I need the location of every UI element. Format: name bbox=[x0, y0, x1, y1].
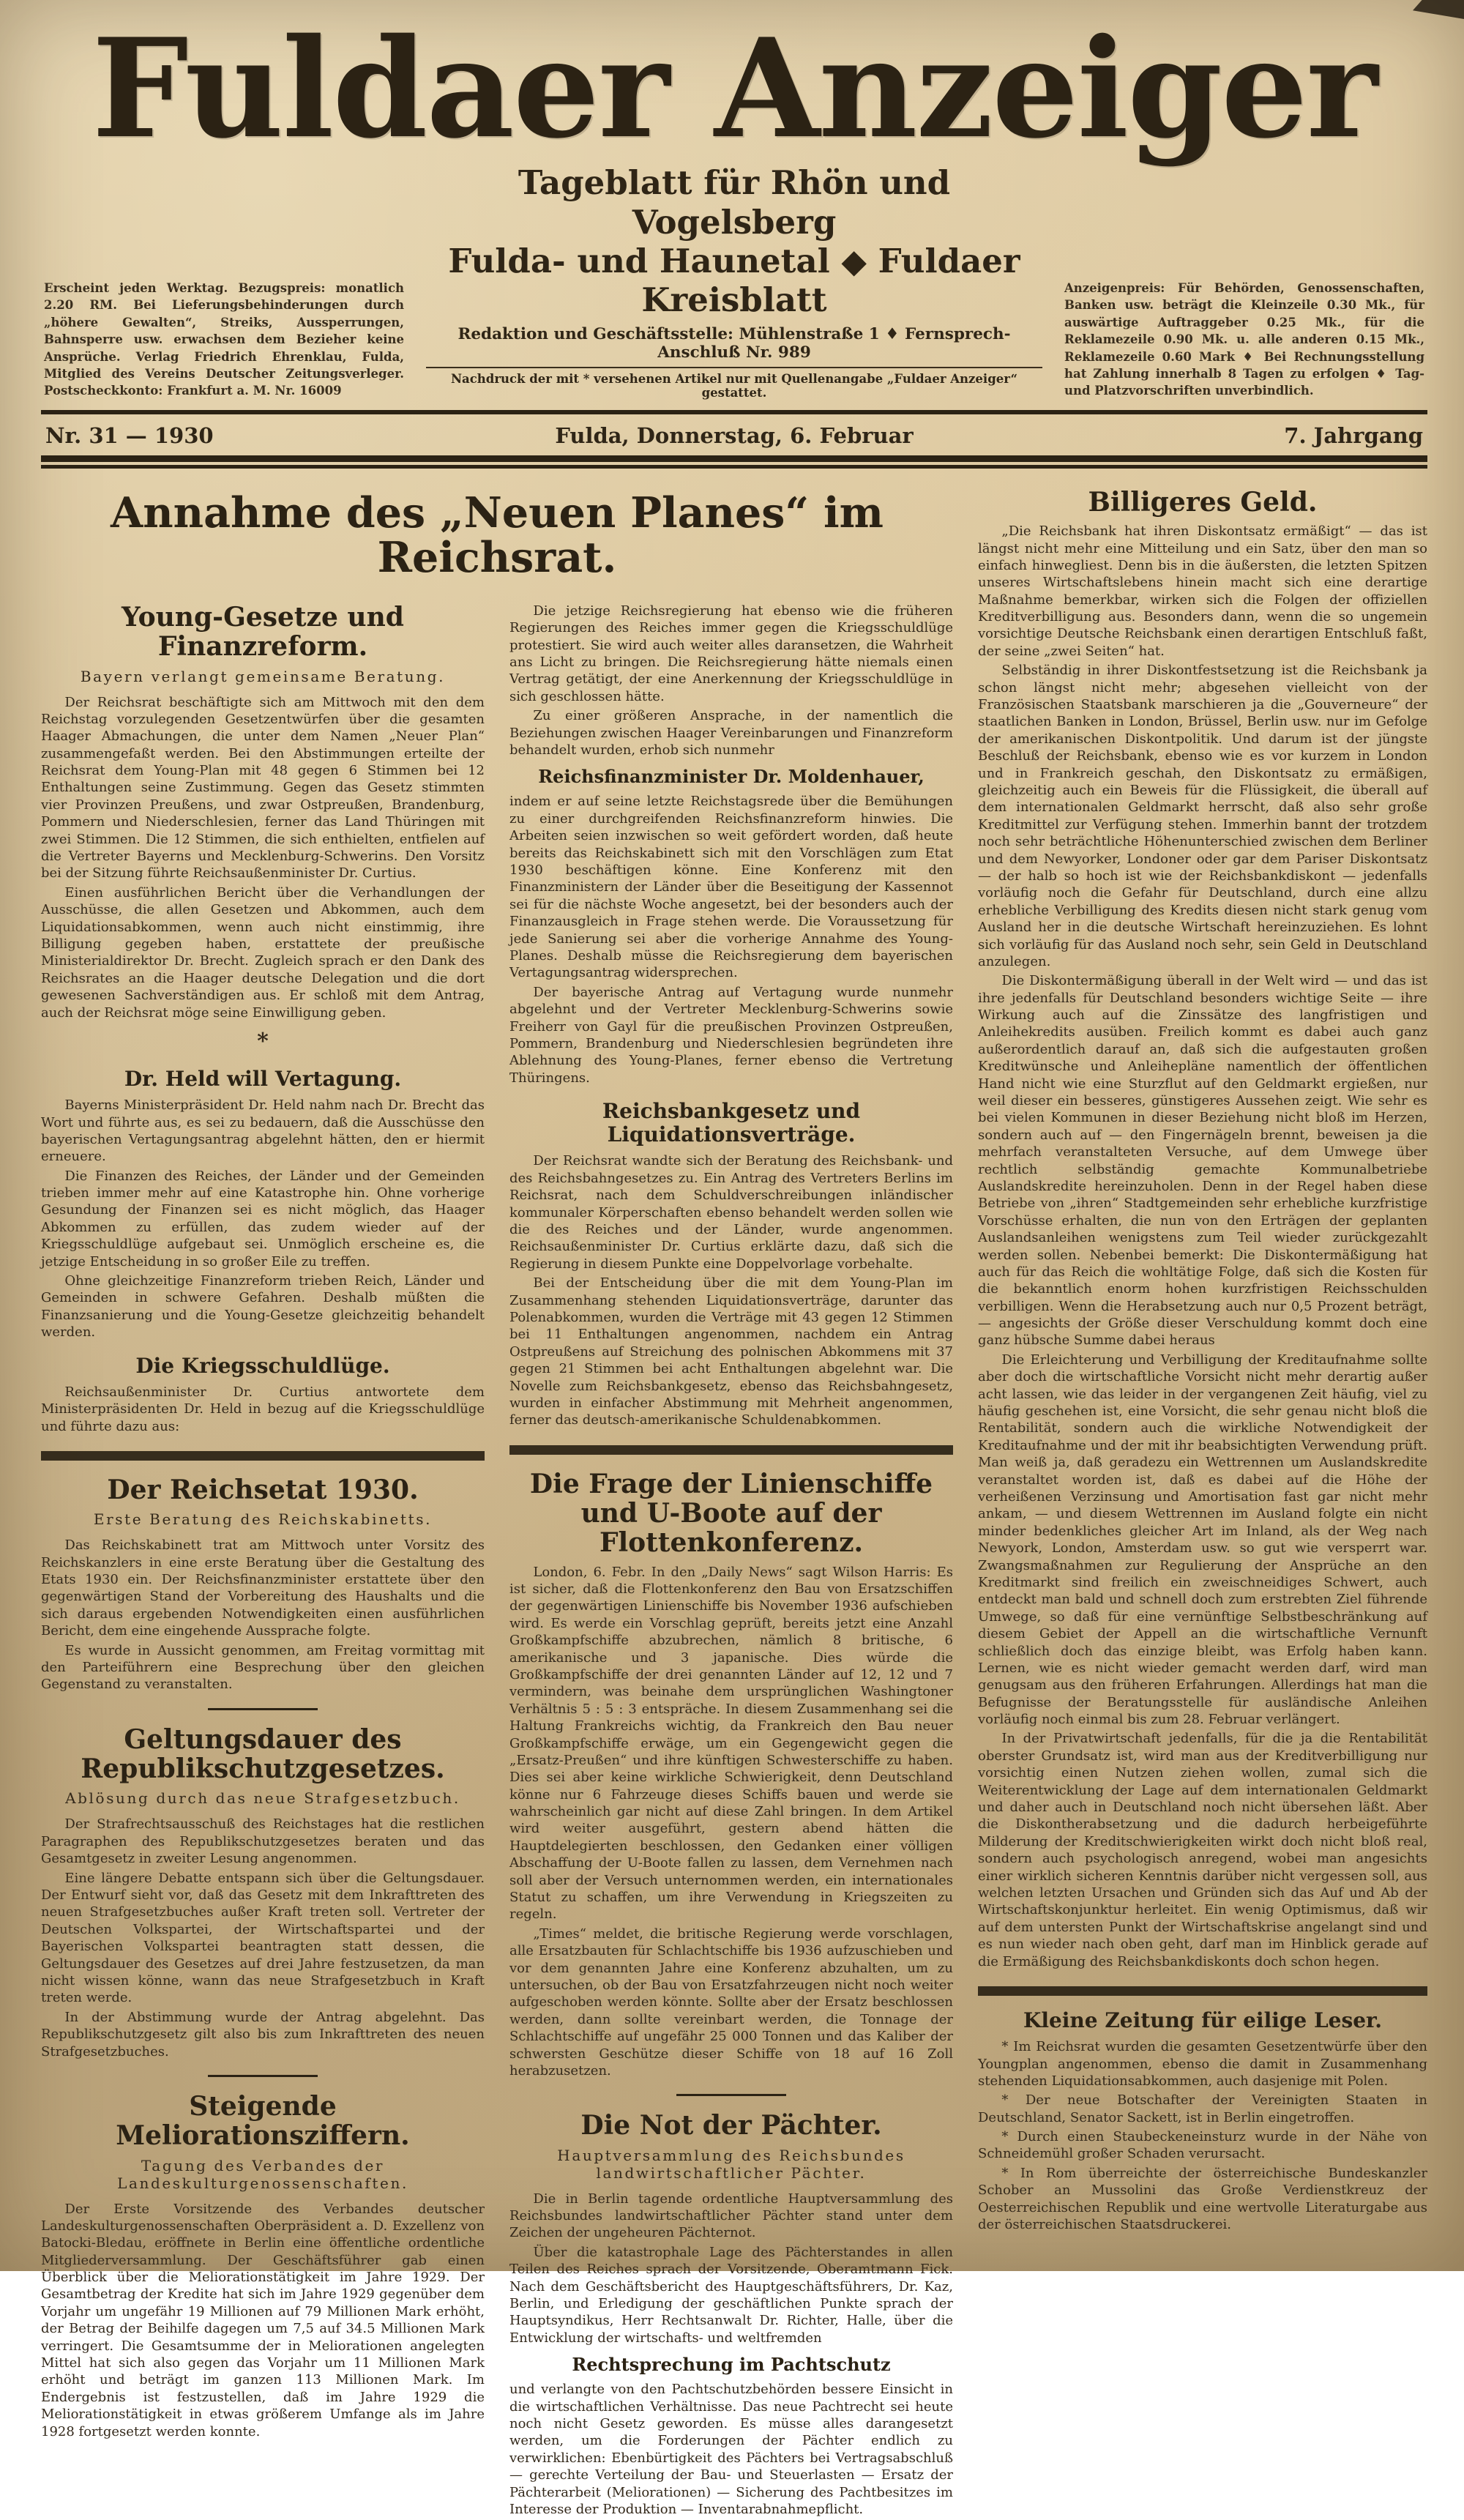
article-subheading: Dr. Held will Vertagung. bbox=[124, 1066, 402, 1091]
article-paragraph: In der Abstimmung wurde der Antrag abgelehnt. Das Republikschutzgesetz gilt also bis zum Inkrafttreten des neuen Strafgesetzbuches. bbox=[41, 2009, 485, 2059]
article-subheading: Reichsbankgesetz und Liquidationsverträge. bbox=[602, 1099, 861, 1147]
article-paragraph: Der Reichsrat wandte sich der Beratung des Reichsbank- und des Reichsbahngesetzes zu. Ein Antrag des Vertreters Berlins im Reichsrat, nach dem Schuldverschreibungen inländischer kommunaler Körperschaften ebenso behandelt werden sollen wie die des Reiches und der Länder, wurde angenommen. Reichsaußenminister Dr. Curtius erklärte dazu, daß sich die Regierung in diesem Punkte eine Doppelvorlage vorbehalte. bbox=[509, 1153, 953, 1272]
article-heading: Young-Gesetze und Finanzreform. bbox=[122, 601, 404, 663]
article-paragraph: indem er auf seine letzte Reichstagsrede über die Bemühungen zu einer durchgreifenden Reichsfinanzreform hinwies. Die Arbeiten seien inzwischen so weit gefördert worden, daß heute bereits das Reichskabinett sich mit den Vorschlägen zum Etat 1930 beschäftigen könne. Eine Konferenz mit den Finanzministern der Länder über die Beseitigung der Kassennot sei für die nächste Woche angesetzt, bei der besonders auch der Finanzausgleich in Frage stehen werde. Die Voraussetzung für jede Sanierung sei aber die vorherige Annahme des Young-Planes. Deshalb müsse die Reichsregierung dem bayerischen Vertagungsantrag widersprechen. bbox=[509, 794, 953, 981]
article-paragraph: * Der neue Botschafter der Vereinigten Staaten in Deutschland, Senator Sackett, ist in Berlin eingetroffen. bbox=[978, 2092, 1427, 2125]
article-heading: Geltungsdauer des Republikschutzgesetzes. bbox=[81, 1723, 445, 1785]
article-paragraph: Die jetzige Reichsregierung hat ebenso wie die früheren Regierungen des Reiches immer gegen die Kriegsschuldlüge protestiert. Sie wird auch weiter alles daransetzen, die Wahrheit ans Licht zu bringen. Die Reichsregierung hätte niemals einen Vertrag getätigt, der eine Anerkennung der Kriegsschuldlüge in sich geschlossen hätte. bbox=[509, 603, 953, 704]
article-deck: Erste Beratung des Reichskabinetts. bbox=[93, 1510, 433, 1529]
article-heading: Steigende Meliorationsziffern. bbox=[116, 2090, 410, 2152]
article-subheading: Kleine Zeitung für eilige Leser. bbox=[1023, 2008, 1382, 2032]
main-headline: Annahme des „Neuen Planes“ im Reichsrat. bbox=[111, 488, 884, 583]
article-paragraph: Die in Berlin tagende ordentliche Hauptversammlung des Reichsbundes landwirtschaftlicher Pächter stand unter dem Zeichen der ungeheuren Pächternot. bbox=[509, 2191, 953, 2241]
article-deck: Hauptversammlung des Reichsbundes landwirtschaftlicher Pächter. bbox=[557, 2146, 905, 2182]
article-paragraph: Reichsaußenminister Dr. Curtius antwortete dem Ministerpräsidenten Dr. Held in bezug auf die Kriegsschuldlüge und führte dazu aus: bbox=[41, 1384, 485, 1434]
dateline-row bbox=[41, 414, 1427, 455]
article-paragraph: Die Erleichterung und Verbilligung der Kreditaufnahme sollte aber doch die wirtschaftliche Vorsicht nicht mehr derartig außer acht lassen, wie das leider in der vergangenen Zeit häufig, viel zu häufig geschehen ist, eine Vorsicht, die sehr genau nicht bloß die Rentabilität, sondern auch die wirkliche Notwendigkeit der Kreditaufnahme und der mit ihr beabsichtigten Verwendung prüft. Man weiß ja, daß geradezu ein Wettrennen um Auslandskredite veranstaltet worden ist, daß es dabei auf die Höhe der verheißenen Verzinsung und Amortisation fast gar nicht mehr ankam, — und diesem Wettrennen im Ausland folgte ein nicht minder bedenkliches gleicher Art im Inland, als der Weg nach Newyork, London, Amsterdam usw. so gut wie versperrt war. Zwangsmaßnahmen zur Regulierung der Ansprüche an den Kreditmarkt sind freilich ein zweischneidiges Schwert, auch entdeckt man bald und schnell doch zum erstrebten Ziel führende Umwege, so daß für eine vernünftige Selbstbeschränkung auf diesem Gebiet der Appell an die wirtschaftliche Vernunft schließlich doch das einzige bleibt, was Erfolg haben kann. Lernen, wie es nicht wieder gemacht werden darf, wird man genugsam aus den früheren Erfahrungen. Allerdings hat man die Befugnisse der Beratungsstelle für ausländische Anleihen vorläufig noch einmal bis zum 28. Februar verlängert. bbox=[978, 1352, 1427, 1728]
article-paragraph: „Times“ meldet, die britische Regierung werde vorschlagen, alle Ersatzbauten für Schlachtschiffe bis 1936 aufzuschieben und vor dem genannten Jahre eine Konferenz abzuhalten, um zu untersuchen, ob der Bau von Ersatzfahrzeugen nicht noch weiter aufgeschoben werden könnte. Sollte aber der Ersatz beschlossen werden, dann sollte vereinbart werden, die Tonnage der Schlachtschiffe auf ungefähr 25 000 Tonnen und das Kaliber der schwersten Geschütze dieser Schiffe von 18 auf 16 Zoll herabzusetzen. bbox=[509, 1926, 953, 2079]
article-paragraph: Das Reichskabinett trat am Mittwoch unter Vorsitz des Reichskanzlers in eine erste Beratung über die Gestaltung des Etats 1930 ein. Der Reichsfinanzminister erstattete über den gegenwärtigen Stand der Vorbereitung des Haushalts und die sich daraus ergebenden Notwendigkeiten einen ausführlichen Bericht, dem eine eingehende Aussprache folgte. bbox=[41, 1537, 485, 1639]
article-paragraph: Selbständig in ihrer Diskontfestsetzung ist die Reichsbank ja schon längst nicht mehr; abgesehen vielleicht von der Französischen Staatsbank marschieren ja die „Gouverneure“ der staatlichen Banken in London, Brüssel, Berlin usw. nur im Gefolge der amerikanischen Diskontpolitik. Und darum ist der jüngste Beschluß der Reichsbank, ebenso wie es vor kurzem in London und in Frankreich geschah, den Diskontsatz zu ermäßigen, gleichzeitig auch ein Beweis für die Flüssigkeit, die überall auf dem internationalen Geldmarkt herrscht, daß also sehr große Kreditmittel zur Verfügung stehen. Immerhin bannt der trotzdem noch sehr beträchtliche Höhenunterschied zwischen dem Berliner und dem Newyorker, Londoner oder gar dem Pariser Diskontsatz — der halb so hoch ist wie der Reichsbankdiskont — jedenfalls vorläufig noch die Gefahr für Deutschland, durch eine allzu erhebliche Verbilligung des Kredits diesen nicht stark genug vom Ausland her in die deutsche Wirtschaft hereinzuziehen. Es lohnt sich vorläufig für das Ausland noch sehr, sein Geld in Deutschland anzulegen. bbox=[978, 663, 1427, 969]
dateline-separator-rule bbox=[41, 455, 1427, 470]
reprint-notice-line: Nachdruck der mit * versehenen Artikel nur mit Quellenangabe „Fuldaer Anzeiger“ gestattet. bbox=[450, 371, 1018, 400]
article-deck: Ablösung durch das neue Strafgesetzbuch. bbox=[65, 1789, 460, 1808]
article-paragraph: Der bayerische Antrag auf Vertagung wurde nunmehr abgelehnt und der Vertreter Mecklenburg-Schwerins sowie Freiherr von Gayl für die preußischen Provinzen Ostpreußen, Pommern, Brandenburg und Niederschlesien begründeten ihre Ablehnung des Young-Planes, ferner ebenso die Vertretung Thüringens. bbox=[509, 984, 953, 1086]
article-heading: Billigeres Geld. bbox=[1088, 486, 1318, 518]
subtitle-line-2: Fulda- und Haunetal ◆ Fuldaer Kreisblatt bbox=[448, 241, 1020, 319]
section-divider bbox=[676, 2094, 786, 2096]
column-1 bbox=[41, 603, 485, 2520]
masthead-subtitle-block bbox=[426, 163, 1042, 399]
article-paragraph: Es wurde in Aussicht genommen, am Freitag vormittag mit den Parteiführern eine Besprechung über den gleichen Gegenstand zu veranstalten. bbox=[41, 1642, 485, 1693]
publication-date: Fulda, Donnerstag, 6. Februar bbox=[555, 422, 914, 448]
subtitle-line-1: Tageblatt für Rhön und Vogelsberg bbox=[518, 163, 951, 242]
section-rule bbox=[509, 1445, 953, 1455]
article-heading: Der Reichsetat 1930. bbox=[107, 1474, 419, 1505]
article-paragraph: * Durch einen Staubeckeneinsturz wurde in der Nähe von Schneidemühl großer Schaden verursacht. bbox=[978, 2129, 1427, 2162]
editorial-address-line: Redaktion und Geschäftsstelle: Mühlenstraße 1 ♦ Fernsprech-Anschluß Nr. 989 bbox=[426, 325, 1042, 368]
article-paragraph: * In Rom überreichte der österreichische Bundeskanzler Schober an Mussolini das Große Verdienstkreuz der Oesterreichischen Republik und eine wertvolle Literaturgabe aus der österreichischen Staatsdruckerei. bbox=[978, 2165, 1427, 2233]
article-paragraph: London, 6. Febr. In den „Daily News“ sagt Wilson Harris: Es ist sicher, daß die Flottenkonferenz den Bau von Ersatzschiffen der gegenwärtigen Linienschiffe bis November 1936 aufschieben wird. Es werde ein Vorschlag geprüft, bereits jetzt eine Anzahl Großkampfschiffe abzubrechen, nämlich 8 britische, 6 amerikanische und 3 japanische. Dies würde die Großkampfschiffe der drei genannten Länder auf 12, 12 und 7 vermindern, was beinahe dem ursprünglichen Washingtoner Verhältnis 5 : 5 : 3 entspräche. In diesem Zusammenhang sei die Haltung Frankreichs wichtig, da Frankreich den Bau neuer Großkampfschiffe erwäge, um ein Gegengewicht gegen die „Ersatz-Preußen“ und ihre künftigen Schwesterschiffe zu haben. Dies sei aber keine wirkliche Schwierigkeit, denn Deutschland könne nur 6 Fahrzeuge dieses Schiffs bauen und werde sie wahrscheinlich gar nicht auf diese Zahl bringen. In dem Artikel wird weiter ausgeführt, gestern abend hätten die Hauptdelegierten beschlossen, den Gedanken einer völligen Abschaffung der U-Boote fallen zu lassen, dem Vernehmen nach soll aber der Versuch unternommen werden, ein internationales Statut zu schaffen, um ihre Verwendung in Kriegszeiten zu regeln. bbox=[509, 1564, 953, 1923]
article-paragraph: Die Finanzen des Reiches, der Länder und der Gemeinden trieben immer mehr auf eine Katastrophe hin. Ohne vorherige Gesundung der Finanzen sei es nicht möglich, das Haager Abkommen zu erfüllen, das zudem wieder auf der Kriegsschuldlüge aufgebaut sei. Unmöglich erscheine es, die jetzige Entscheidung in so großer Eile zu treffen. bbox=[41, 1168, 485, 1270]
section-divider bbox=[208, 2075, 318, 2077]
article-paragraph: Der Reichsrat beschäftigte sich am Mittwoch mit den dem Reichstag vorzulegenden Gesetzentwürfen über die gesamten Haager Abmachungen, die unter dem Namen „Neuer Plan“ zusammengefaßt werden. Bei den Abstimmungen erteilte der Reichsrat dem Young-Plan mit 48 gegen 6 Stimmen bei 12 Enthaltungen seine Zustimmung. Gegen das Gesetz stimmten vier Provinzen Preußens, und zwar Ostpreußen, Brandenburg, Pommern und Niederschlesien, ferner das Land Thüringen mit zwei Stimmen. Die 12 Stimmen, die sich enthielten, entfielen auf die Vertreter Bayerns und Mecklenburg-Schwerins. Den Vorsitz bei der Sitzung führte Reichsaußenminister Dr. Curtius. bbox=[41, 694, 485, 881]
article-paragraph: Bei der Entscheidung über die mit dem Young-Plan im Zusammenhang stehenden Liquidationsverträge, darunter das Polenabkommen, wurden die Verträge mit 43 gegen 12 Stimmen bei 11 Enthaltungen angenommen, nachdem ein Antrag Ostpreußens auf Streichung des polnischen Abkommens mit 37 gegen 21 Stimmen bei acht Enthaltungen abgelehnt war. Die Novelle zum Reichsbankgesetz, ebenso das Reichsbahngesetz, wurden in einfacher Abstimmung mit Mehrheit angenommen, ferner das deutsch-amerikanische Schuldenabkommen. bbox=[509, 1275, 953, 1428]
volume-number: 7. Jahrgang bbox=[1284, 422, 1423, 448]
article-paragraph: Bayerns Ministerpräsident Dr. Held nahm nach Dr. Brecht das Wort und führte aus, es sei zu bedauern, daß die Ausschüsse den bayerischen Vertagungsantrag abgelehnt hätten, den er hiermit erneuere. bbox=[41, 1097, 485, 1165]
subscription-info-box: Erscheint jeden Werktag. Bezugspreis: monatlich 2.20 RM. Bei Lieferungsbehinderungen durch „höhere Gewalten“, Streiks, Aussperrungen, Bahnsperre usw. erwachsen dem Bezieher keine Ansprüche. Verlag Friedrich Ehrenklau, Fulda, Mitglied des Vereins Deutscher Zeitungsverleger. Postscheckkonto: Frankfurt a. M. Nr. 16009 bbox=[44, 280, 404, 398]
column-2 bbox=[509, 603, 953, 2520]
column-3 bbox=[978, 488, 1427, 2520]
article-heading: Die Not der Pächter. bbox=[580, 2110, 882, 2141]
article-deck: Tagung des Verbandes der Landeskulturgenossenschaften. bbox=[117, 2156, 408, 2192]
article-subheading: Die Kriegsschuldlüge. bbox=[135, 1353, 390, 1378]
masthead-title: Fuldaer Anzeiger bbox=[92, 8, 1377, 168]
article-paragraph: Eine längere Debatte entspann sich über die Geltungsdauer. Der Entwurf sieht vor, daß das Gesetz mit dem Inkrafttreten des neuen Strafgesetzbuches außer Kraft treten soll. Vertreter der Deutschen Volkspartei, der Wirtschaftspartei und der Bayerischen Volkspartei beantragten statt dessen, die Geltungsdauer des Gesetzes auf drei Jahre festzusetzen, da man nicht wissen könne, wann das neue Strafgesetzbuch in Kraft treten werde. bbox=[41, 1870, 485, 2006]
section-divider bbox=[208, 1708, 318, 1710]
article-paragraph: Einen ausführlichen Bericht über die Verhandlungen der Ausschüsse, die allen Gesetzen und Abkommen, auch dem Liquidationsabkommen, wenn auch nicht einstimmig, ihre Billigung gegeben haben, erstattete der preußische Ministerialdirektor Dr. Brecht. Zugleich sprach er den Dank des Reichsrates an die Haager deutsche Delegation und die dort gewesenen Sachverständigen aus. Er schloß mit dem Antrag, auch der Reichsrat möge seine Einwilligung geben. bbox=[41, 884, 485, 1021]
star-separator: * bbox=[257, 1028, 269, 1054]
article-heading: Die Frage der Linienschiffe und U-Boote auf der Flottenkonferenz. bbox=[529, 1468, 933, 1559]
article-lead-line: Reichsfinanzminister Dr. Moldenhauer, bbox=[538, 766, 925, 788]
page-content bbox=[41, 488, 1427, 2520]
article-paragraph: Der Strafrechtsausschuß des Reichstages hat die restlichen Paragraphen des Republikschutzgesetzes beraten und das Gesamtgesetz in zweiter Lesung angenommen. bbox=[41, 1816, 485, 1867]
section-rule bbox=[41, 1451, 485, 1461]
lead-story-region bbox=[41, 488, 953, 2520]
article-paragraph: Zu einer größeren Ansprache, in der namentlich die Beziehungen zwischen Haager Vereinbarungen und Finanzreform behandelt wurden, erhob sich nunmehr bbox=[509, 708, 953, 758]
article-deck: Bayern verlangt gemeinsame Beratung. bbox=[80, 667, 446, 685]
article-paragraph: „Die Reichsbank hat ihren Diskontsatz ermäßigt“ — das ist längst nicht mehr eine Mitteilung und ein Satz, über den man so einfach hinwegliest. Denn bis in die äußersten, die letzten Spitzen unseres Wirtschaftslebens hinein macht sich eine derartige Maßnahme bemerkbar, wirken sich die Folgen der offiziellen Kreditverbilligung aus. Besonders dann, wenn die so ungemein vorsichtige Deutsche Reichsbank einen derartigen Entschluß faßt, der seine „zwei Seiten“ hat. bbox=[978, 523, 1427, 659]
article-paragraph: In der Privatwirtschaft jedenfalls, für die ja die Rentabilität oberster Grundsatz ist, wird man aus der Kreditverbilligung nur vorsichtig einen Nutzen ziehen wollen, zumal sich die Weiterentwicklung der Lage auf dem internationalen Geldmarkt und daher auch in Deutschland noch nicht übersehen läßt. Aber die Diskontherabsetzung und die dadurch herbeigeführte Milderung der Kreditschwierigkeiten wirkt doch nicht bloß real, sondern auch psychologisch anregend, wobei man angesichts einer wirklich sicheren Kenntnis darüber nicht vergessen soll, aus welchen letzten Ursachen und Gründen sich das Auf und Ab der Wirtschaftskonjunktur herleitet. Ein wenig Optimismus, daß wir auf dem untersten Punkt der Wirtschaftskrise angelangt sind und es nun wieder nach oben geht, darf man im Hinblick gerade auf die Ermäßigung des Reichsbankdiskonts doch schon hegen. bbox=[978, 1731, 1427, 1969]
article-lead-line: Rechtsprechung im Pachtschutz bbox=[572, 2354, 891, 2376]
section-rule bbox=[978, 1986, 1427, 1996]
article-paragraph: Über die katastrophale Lage des Pächterstandes in allen Teilen des Reiches sprach der Vorsitzende, Oberamtmann Fick. Nach dem Geschäftsbericht des Hauptgeschäftsführers, Dr. Kaz, Berlin, und Erledigung der geschäftlichen Punkte sprach der Hauptsyndikus, Herr Rechtsanwalt Dr. Richter, Halle, über die Entwicklung der wirtschafts- und weltfremden bbox=[509, 2244, 953, 2346]
article-paragraph: * Im Reichsrat wurden die gesamten Gesetzentwürfe über den Youngplan angenommen, ebenso die damit in Zusammenhang stehenden Liquidationsabkommen, auch dasjenige mit Polen. bbox=[978, 2039, 1427, 2089]
article-paragraph: und verlangte von den Pachtschutzbehörden bessere Einsicht in die wirtschaftlichen Verhältnisse. Das neue Pachtrecht sei heute noch nicht Gesetz geworden. Es müsse alles darangesetzt werden, um die Forderungen der Pächter endlich zu verwirklichen: Ebenbürtigkeit des Pächters bei Vertragsabschluß — gerechte Verteilung der Bau- und Steuerlasten — Ersatz der Pächterarbeit (Meliorationen) — Sicherung des Pachtbesitzes im Interesse der Produktion — Inventarabnahmepflicht. bbox=[509, 2382, 953, 2517]
article-paragraph: Die Diskontermäßigung überall in der Welt wird — und das ist ihre jedenfalls für Deutschland besonders wichtige Seite — ihre Wirkung auch auf die Zinssätze des langfristigen und Anleihekredits ausüben. Freilich kommt es dabei auch ganz außerordentlich darauf an, daß sich die aufgestauten großen Kreditwünsche und Anleihepläne namentlich der öffentlichen Hand nicht wie eine Sturzflut auf den Geldmarkt ergießen, nur weil dieser ein besseres, günstigeres Aussehen zeigt. Wie sehr es bei vielen Kommunen in dieser Beziehung nicht bloß im Herzen, sondern auch auf — den Fingernägeln brennt, beweisen ja die mehrfach veranstalteten Versuche, auf dem Umwege über rechtlich selbständig gemachte Kommunalbetriebe Auslandskredite hereinzuholen. Denn in der Regel haben diese Betriebe von „ihren“ Stadtgemeinden sehr erhebliche kurzfristige Vorschüsse erhalten, die nun von den Erträgen der geplanten Auslandsanleihen wenigstens zum Teil wieder zurückgezahlt werden sollen. Nebenbei bemerkt: Die Diskontermäßigung hat auch für das Reich die wohltätige Folge, daß sich die Kosten für die bekanntlich enorm hohen kurzfristigen Reichsschulden verbilligen. Wenn die Herabsetzung auch nur 0,5 Prozent beträgt, — angesichts der Größe dieser Verschuldung kommt doch eine ganz hübsche Summe dabei heraus bbox=[978, 973, 1427, 1349]
article-paragraph: Der Erste Vorsitzende des Verbandes deutscher Landeskulturgenossenschaften Oberpräsident a. D. Exzellenz von Batocki-Bledau, eröffnete in Berlin eine öffentliche ordentliche Mitgliederversammlung. Der Geschäftsführer gab einen Überblick über die Meliorationstätigkeit im Jahre 1929. Der Gesamtbetrag der Kredite hat sich im Jahre 1929 gegenüber dem Vorjahr um ungefähr 19 Millionen auf 79 Millionen Mark erhöht, der Betrag der Beihilfe dagegen um 7,5 auf 34.5 Millionen Mark verringert. Die Gesamtsumme der in Meliorationen angelegten Mittel hat sich also gegen das Vorjahr um 11 Millionen Mark erhöht und beträgt im ganzen 113 Millionen Mark. Im Endergebnis ist festzustellen, daß im Jahre 1929 die Meliorationstätigkeit in etwas größerem Umfange als im Jahre 1928 fortgesetzt werden konnte. bbox=[41, 2201, 485, 2439]
article-paragraph: Ohne gleichzeitige Finanzreform trieben Reich, Länder und Gemeinden in schwere Gefahren. Deshalb müßten die Finanzsanierung und die Young-Gesetze gleichzeitig behandelt werden. bbox=[41, 1273, 485, 1341]
issue-number: Nr. 31 — 1930 bbox=[45, 422, 214, 448]
advertising-rates-box: Anzeigenpreis: Für Behörden, Genossenschaften, Banken usw. beträgt die Kleinzeile 0.30 Mk., für auswärtige Auftraggeber 0.25 Mk., für die Reklamezeile 0.90 Mk. u. alle anderen 0.15 Mk., Reklamezeile 0.60 Mark ♦ Bei Rechnungsstellung hat Zahlung innerhalb 8 Tagen zu erfolgen ♦ Tag- und Platzvorschriften unverbindlich. bbox=[1064, 280, 1424, 398]
masthead-info-row bbox=[41, 160, 1427, 414]
